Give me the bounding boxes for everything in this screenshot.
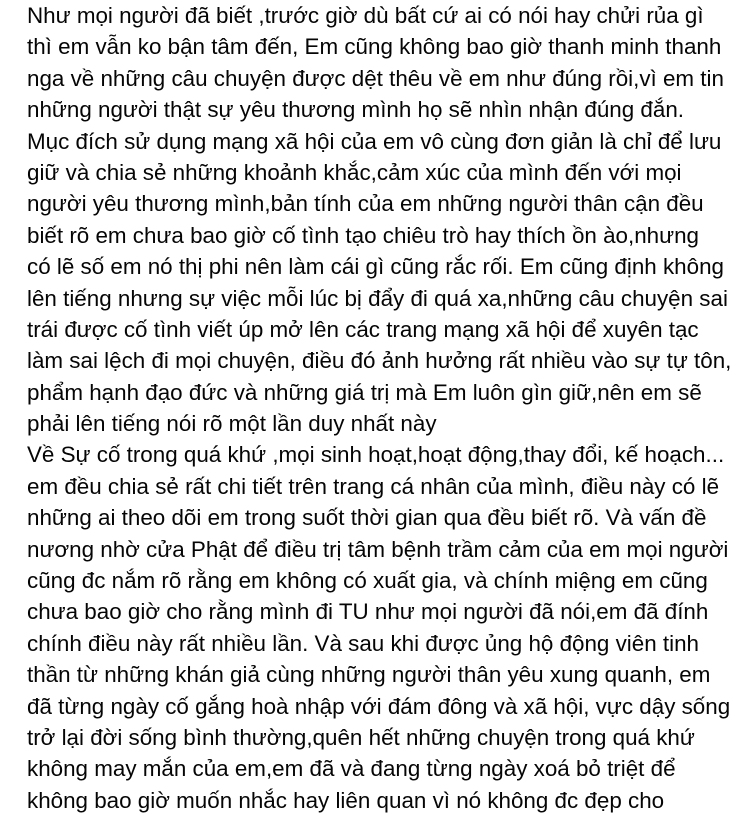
- post-text-line: phải lên tiếng nói rõ một lần duy nhất này: [27, 411, 437, 437]
- post-text-body: [27, 0, 747, 816]
- post-text-line: lên tiếng nhưng sự việc mỗi lúc bị đẩy đi quá xa,những câu chuyện sai: [27, 285, 728, 311]
- post-text-line: phẩm hạnh đạo đức và những giá trị mà Em luôn gìn giữ,nên em sẽ: [27, 379, 702, 405]
- post-text-line: biết rõ em chưa bao giờ cố tình tạo chiêu trò hay thích ồn ào,nhưng: [27, 222, 700, 248]
- post-text-line: làm sai lệch đi mọi chuyện, điều đó ảnh hưởng rất nhiều vào sự tự tôn,: [27, 348, 732, 374]
- post-text-line: nương nhờ cửa Phật để điều trị tâm bệnh trầm cảm của em mọi người: [27, 536, 729, 562]
- post-text-line: chưa bao giờ cho rằng mình đi TU như mọi người đã nói,em đã đính: [27, 599, 709, 625]
- post-text-line: những ai theo dõi em trong suốt thời gian qua đều biết rõ. Và vấn đề: [27, 505, 707, 531]
- post-text-line: thần từ những khán giả cùng những người thân yêu xung quanh, em: [27, 662, 711, 688]
- post-text-line: giữ và chia sẻ những khoảnh khắc,cảm xúc của mình đến với mọi: [27, 159, 682, 185]
- post-text-line: người yêu thương mình,bản tính của em những người thân cận đều: [27, 191, 704, 217]
- post-text-line: Như mọi người đã biết ,trước giờ dù bất cứ ai có nói hay chửi rủa gì: [27, 3, 704, 28]
- post-text-line: nga về những câu chuyện được dệt thêu về em như đúng rồi,vì em tin: [27, 65, 724, 91]
- post-text-line: thì em vẫn ko bận tâm đến, Em cũng không bao giờ thanh minh thanh: [27, 34, 722, 60]
- post-text-line: em đều chia sẻ rất chi tiết trên trang cá nhân của mình, điều này có lẽ: [27, 473, 720, 499]
- post-text-line: trở lại đời sống bình thường,quên hết những chuyện trong quá khứ: [27, 724, 695, 750]
- post-text-line: những người thật sự yêu thương mình họ sẽ nhìn nhận đúng đắn.: [27, 97, 684, 123]
- post-text-line: Về Sự cố trong quá khứ ,mọi sinh hoạt,hoạt động,thay đổi, kế hoạch...: [27, 442, 725, 468]
- post-text-line: chính điều này rất nhiều lần. Và sau khi được ủng hộ động viên tinh: [27, 630, 699, 656]
- post-text-line: trái được cố tình viết úp mở lên các trang mạng xã hội để xuyên tạc: [27, 316, 699, 342]
- post-text-line: không may mắn của em,em đã và đang từng ngày xoá bỏ triệt để: [27, 756, 676, 782]
- post-text-line: đã từng ngày cố gắng hoà nhập với đám đông và xã hội, vực dậy sống: [27, 693, 731, 719]
- post-text-line: cũng đc nắm rõ rằng em không có xuất gia, và chính miệng em cũng: [27, 568, 708, 594]
- post-text-line: có lẽ số em nó thị phi nên làm cái gì cũng rắc rối. Em cũng định không: [27, 254, 724, 280]
- post-text-line: không bao giờ muốn nhắc hay liên quan vì nó không đc đẹp cho: [27, 787, 665, 813]
- post-text-line: Mục đích sử dụng mạng xã hội của em vô cùng đơn giản là chỉ để lưu: [27, 128, 722, 154]
